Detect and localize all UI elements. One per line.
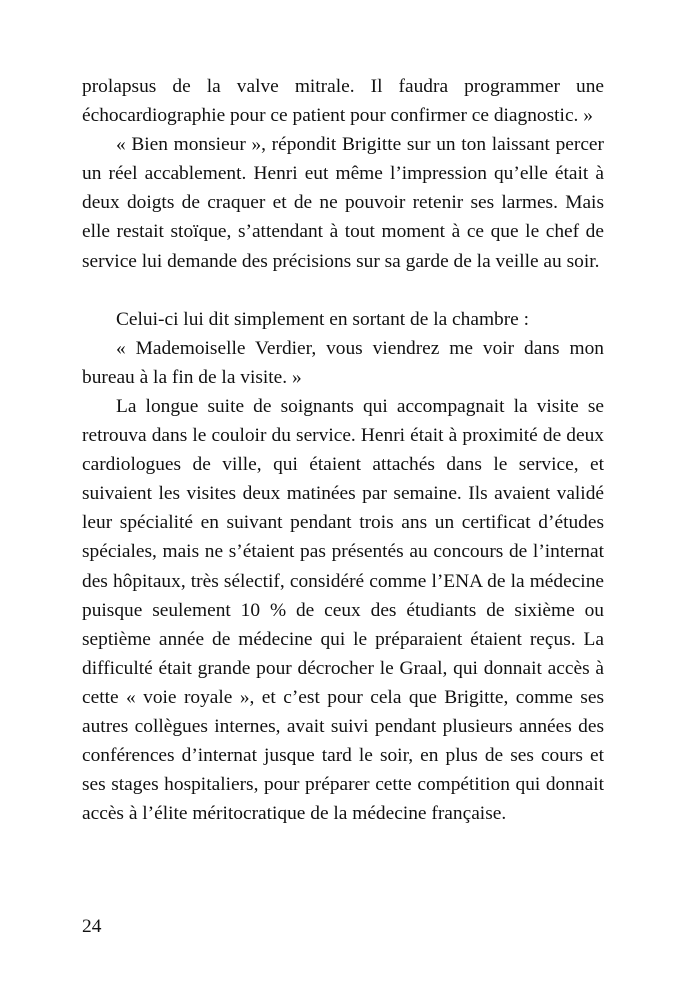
paragraph-continuation: prolapsus de la valve mitrale. Il faudra programmer une échocardiographie pour ce patient pour confirmer ce diagnostic. » — [82, 76, 604, 127]
page-body — [82, 72, 604, 828]
paragraph-chef-leaving: Celui-ci lui dit simplement en sortant de la chambre : — [116, 308, 530, 330]
paragraph-brigitte-reply: « Bien monsieur », répondit Brigitte sur un ton laissant percer un réel accablement. Henri eut même l’impression qu’elle était à deux doigts de craquer et de ne pouvoir retenir ses larmes. Mais elle restait stoïque, s’attendant à tout moment à ce que le chef de service lui demande des précisions sur sa garde de la veille au soir. — [82, 134, 604, 272]
paragraph-internat: La longue suite de soignants qui accompagnait la visite se retrouva dans le couloir du service. Henri était à proximité de deux cardiologues de ville, qui étaient attachés dans le service, et suivaient les visites deux matinées par semaine. Ils avaient validé leur spécialité en suivant pendant trois ans un certificat d’études spéciales, mais ne s’étaient pas présentés au concours de l’internat des hôpitaux, très sélectif, considéré comme l’ENA de la médecine puisque seulement 10 % de ceux des étudiants de sixième ou septième année de médecine qui le préparaient étaient reçus. La difficulté était grande pour décrocher le Graal, qui donnait accès à cette « voie royale », et c’est pour cela que Brigitte, comme ses autres collègues internes, avait suivi pendant plusieurs années des conférences d’internat jusque tard le soir, en plus de ses cours et ses stages hospitaliers, pour préparer cette compétition qui donnait accès à l’élite méritocratique de la médecine française. — [82, 395, 604, 825]
page-number: 24 — [82, 916, 102, 937]
paragraph-verdier-quote: « Mademoiselle Verdier, vous viendrez me voir dans mon bureau à la fin de la visite. » — [82, 337, 604, 388]
